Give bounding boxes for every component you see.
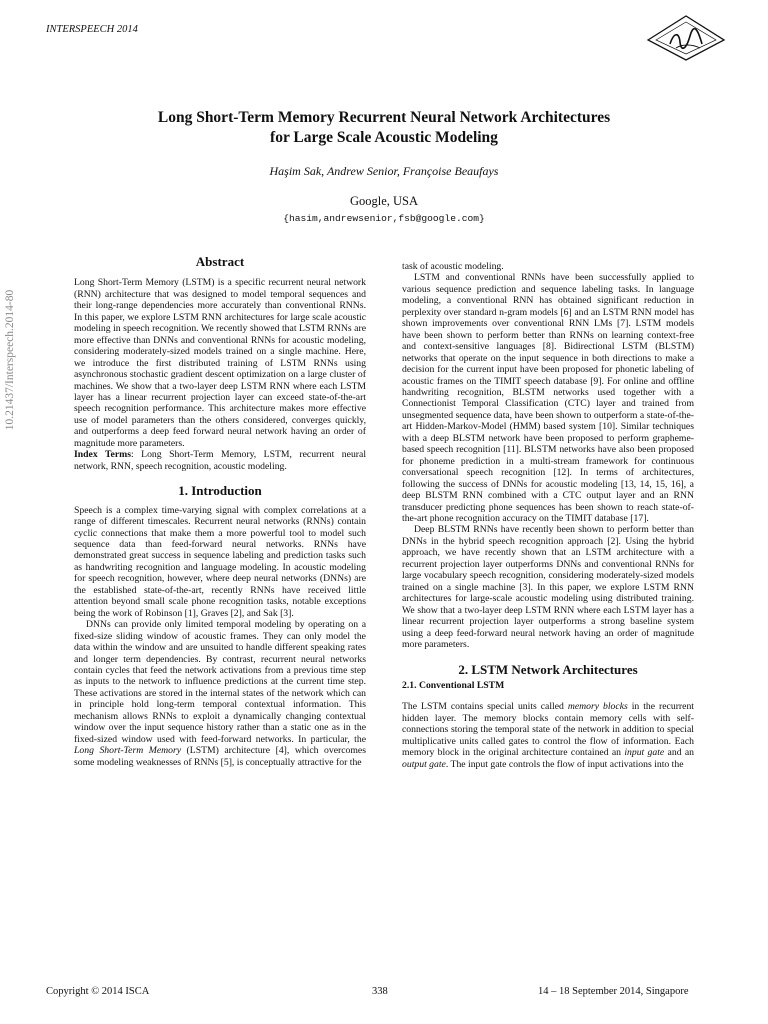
intro-paragraph-3: LSTM and conventional RNNs have been successfully applied to various sequence prediction and sequence labeling tasks. In language modeling, a conventional RNN has obtained significant reduction in perplexity over standard n-gram models [6] and an LSTM RNN model has shown improvements over conventional RNN LMs [7]. LSTM models have been shown to perform better than RNNs on learning context-free and context-sensitive languages [8]. Bidirectional LSTM (BLSTM) networks that operate on the input sequence in both directions to make a decision for the current input have been proposed for phonetic labeling of acoustic frames on the TIMIT speech database [9]. For online and offline handwriting recognition, BLSTM networks used together with a Connectionist Temporal Classification (CTC) layer and trained from unsegmented sequence data, have been shown to outperform a state-of-the-art Hidden-Markov-Model (HMM) based system [10]. Similar techniques with a deep BLSTM network have been proposed to perform grapheme-based speech recognition [11]. BLSTM networks have also been proposed for phoneme prediction in a multi-stream framework for continuous conversational speech recognition [12]. In terms of architectures, following the success of DNNs for acoustic modeling [13, 14, 15, 16], a deep BLSTM RNN combined with a CTC output layer and an RNN transducer predicting phone sequences has been shown to reach state-of-the-art phone recognition accuracy on the TIMIT database [17]. [402,272,694,524]
sec2-text-d: . The input gate controls the flow of input activations into the [445,758,684,770]
doi-margin-label: 10.21437/Interspeech.2014-80 [4,289,16,431]
intro-paragraph-4: Deep BLSTM RNNs have recently been shown to perform better than DNNs in the hybrid speech recognition approach [2]. Using the hybrid approach, we have recently shown that an LSTM architecture with a recurrent projection layer outperforms DNNs and conventional RNNs for large vocabulary speech recognition, considering moderately-sized models trained on a single machine [3]. In this paper, we explore LSTM RNN architectures for large-scale acoustic modeling using distributed training. We show that a two-layer deep LSTM RNN where each LSTM layer has a linear recurrent projection layer outperforms a strong baseline system using a deep feed-forward neural network having an order of magnitude more parameters. [402,524,694,650]
subsection-2-1-heading: 2.1. Conventional LSTM [402,679,505,691]
footer-copyright: Copyright © 2014 ISCA [46,986,150,997]
author-list: Haşim Sak, Andrew Senior, Françoise Beaufays [269,164,499,178]
introduction-heading: 1. Introduction [178,483,262,499]
title-line-2: for Large Scale Acoustic Modeling [270,129,498,146]
footer-page-number: 338 [372,986,388,997]
index-terms [74,449,366,472]
affiliation: Google, USA [349,194,419,208]
sec2-emphasis-2: input gate [624,747,665,759]
right-column [402,261,694,770]
intro-p2-end: (LSTM) architecture [4], which overcomes some modeling weaknesses of RNNs [5], is conceptually attractive for the [74,745,366,768]
sec2-text-a: The LSTM contains special units called [402,701,568,713]
sec2-emphasis-1: memory blocks [567,701,628,713]
abstract-heading: Abstract [195,254,245,269]
left-column [74,256,366,768]
paper-title [60,108,708,148]
sec2-text-c: and an [664,747,694,759]
isca-logo [646,14,726,62]
index-terms-label: Index Terms [74,449,131,461]
section-2-heading: 2. LSTM Network Architectures [458,662,638,678]
index-terms-text: : Long Short-Term Memory, LSTM, recurrent neural network, RNN, speech recognition, acoustic modeling. [74,449,367,472]
intro-p2-start: DNNs can provide only limited temporal modeling by operating on a fixed-size sliding window of acoustic frames. They can only model the data within the window and are unsuited to handle different speaking rates and longer term dependencies. By contrast, recurrent neural networks contain cycles that feed the network activations from a previous time step as inputs to the network to influence predictions at the current time step. These activations are stored in the internal states of the network which can in principle hold long-term temporal contextual information. This mechanism allows RNNs to exploit a dynamically changing contextual window over the input sequence history rather than a static one as in the fixed-sized window used with feed-forward networks. In particular, the [74,619,366,745]
title-line-1: Long Short-Term Memory Recurrent Neural Network Architectures [157,109,611,126]
sec2-text-b: in the recurrent hidden layer. The memory blocks contain memory cells with self-connections storing the temporal state of the network in addition to special multiplicative units called gates to control the flow of information. Each memory block in the original architecture contained an [402,701,694,759]
conference-header: INTERSPEECH 2014 [46,24,138,35]
intro-paragraph-2 [74,619,366,768]
intro-paragraph-1: Speech is a complex time-varying signal with complex correlations at a range of different timescales. Recurrent neural networks (RNNs) contain cyclic connections that make them a more powerful tool to model such sequence data than feed-forward neural networks. RNNs have demonstrated great success in sequence labeling and prediction tasks such as handwriting recognition and language modeling. In acoustic modeling for speech recognition, however, where deep neural networks (DNNs) are the established state-of-the-art, recently RNNs have received little attention beyond small scale phone recognition tasks, notable exceptions being the work of Robinson [1], Graves [2], and Sak [3]. [74,504,366,619]
abstract-text: Long Short-Term Memory (LSTM) is a specific recurrent neural network (RNN) architecture that was designed to model temporal sequences and their long-range dependencies more accurately than conventional RNNs. In this paper, we explore LSTM RNN architectures for large scale acoustic modeling in speech recognition. We recently showed that LSTM RNNs are more effective than DNNs and conventional RNNs for acoustic modeling, considering moderately-sized models trained on a single machine. Here, we introduce the first distributed training of LSTM RNNs using asynchronous stochastic gradient descent optimization on a large cluster of machines. We show that a two-layer deep LSTM RNN where each LSTM layer has a linear recurrent projection layer can exceed state-of-the-art speech recognition performance. This architecture makes more effective use of model parameters than the others considered, converges quickly, and outperforms a deep feed forward neural network having an order of magnitude more parameters. [74,277,366,449]
intro-paragraph-2-continued: task of acoustic modeling. [402,261,504,272]
sec2-emphasis-3: output gate [402,758,446,770]
section-2-paragraph [402,701,694,770]
footer-date-location: 14 – 18 September 2014, Singapore [538,986,689,997]
author-emails: {hasim,andrewsenior,fsb@google.com} [283,213,485,224]
intro-p2-emphasis: Long Short-Term Memory [74,745,182,757]
